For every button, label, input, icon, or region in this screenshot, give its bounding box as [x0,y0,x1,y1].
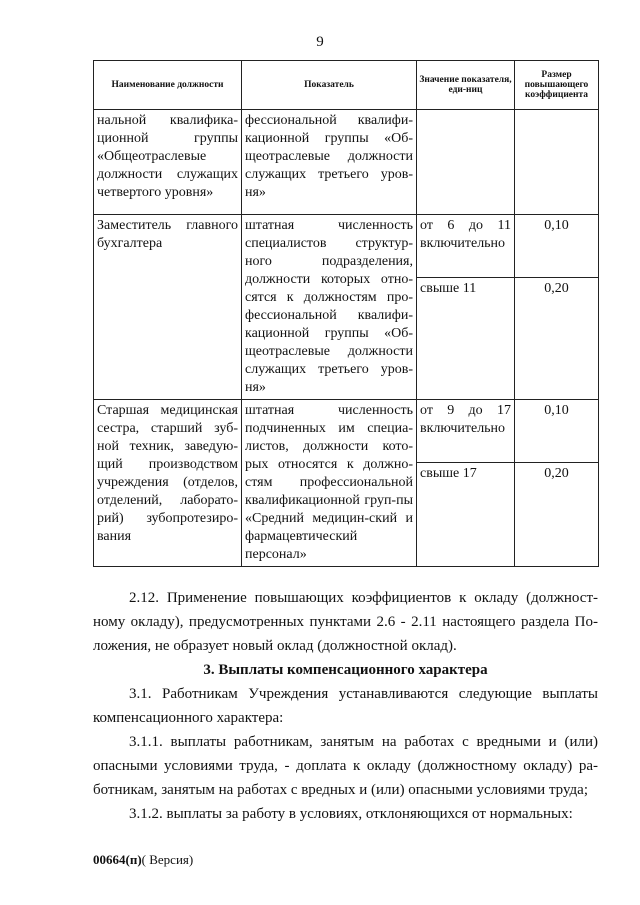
page-number: 9 [316,34,324,50]
cell-coefficient: 0,20 [515,463,599,567]
cell-value [417,110,515,215]
paragraph-2-12: 2.12. Применение повышающих коэффициентов к окладу (должност-ному окладу), предусмотренных пунктами 2.6 - 2.11 настоящего раздела По-ложения, не образует новый оклад (должностной оклад). [93,590,598,654]
cell-coefficient: 0,10 [515,400,599,463]
body-text [93,586,598,826]
table-row [94,400,599,463]
footer-code: 00664(п) [93,852,142,867]
section-3-title: 3. Выплаты компенсационного характера [203,662,488,678]
cell-position: Старшая медицинская сестра, старший зуб-ной техник, заведую-щий производством учреждения (отделов, отделений, лаборато-рий) зубопротезиро-вания [94,400,242,567]
coefficient-table [93,60,599,567]
cell-coefficient: 0,10 [515,215,599,278]
table-header-row [94,61,599,110]
cell-indicator: фессиональной квалифи-кационной группы «Об-щеотраслевые должности служащих третьего уров-ня» [242,110,417,215]
cell-indicator: штатная численность подчиненных им специа-листов, должности кото-рых относятся к должно-стям профессиональной квалификационной груп-пы «Средний медицин-ский и фармацевтический персонал» [242,400,417,567]
table-row [94,110,599,215]
header-indicator: Показатель [242,61,417,110]
cell-coefficient [515,110,599,215]
header-coefficient: Размер повышающего коэффициента [515,61,599,110]
cell-coefficient: 0,20 [515,278,599,400]
paragraph-3-1-1: 3.1.1. выплаты работникам, занятым на работах с вредными и (или) опасными условиями труда, - доплата к окладу (должностному окладу) ра-ботникам, занятым на работах с вредных и (или) опасными условиями труда; [93,734,598,798]
cell-indicator: штатная численность специалистов структур-ного подразделения, должности которых отно-сятся к должностям про-фессиональной квалифи-кационной группы «Об-щеотраслевые должности служащих третьего уров-ня» [242,215,417,400]
cell-value: свыше 11 [417,278,515,400]
header-position: Наименование должности [94,61,242,110]
cell-position: Заместитель главного бухгалтера [94,215,242,400]
paragraph-3-1-2: 3.1.2. выплаты за работу в условиях, отклоняющихся от нормальных: [129,806,573,822]
cell-position: нальной квалифика-ционной группы «Общеотраслевые должности служащих четвертого уровня» [94,110,242,215]
cell-value: свыше 17 [417,463,515,567]
paragraph-3-1: 3.1. Работникам Учреждения устанавливаются следующие выплаты компенсационного характера: [93,686,598,726]
footer [93,852,193,868]
header-value: Значение показателя, еди-ниц [417,61,515,110]
cell-value: от 6 до 11 включительно [417,215,515,278]
table-row [94,215,599,278]
footer-version: ( Версия) [141,852,194,867]
cell-value: от 9 до 17 включительно [417,400,515,463]
